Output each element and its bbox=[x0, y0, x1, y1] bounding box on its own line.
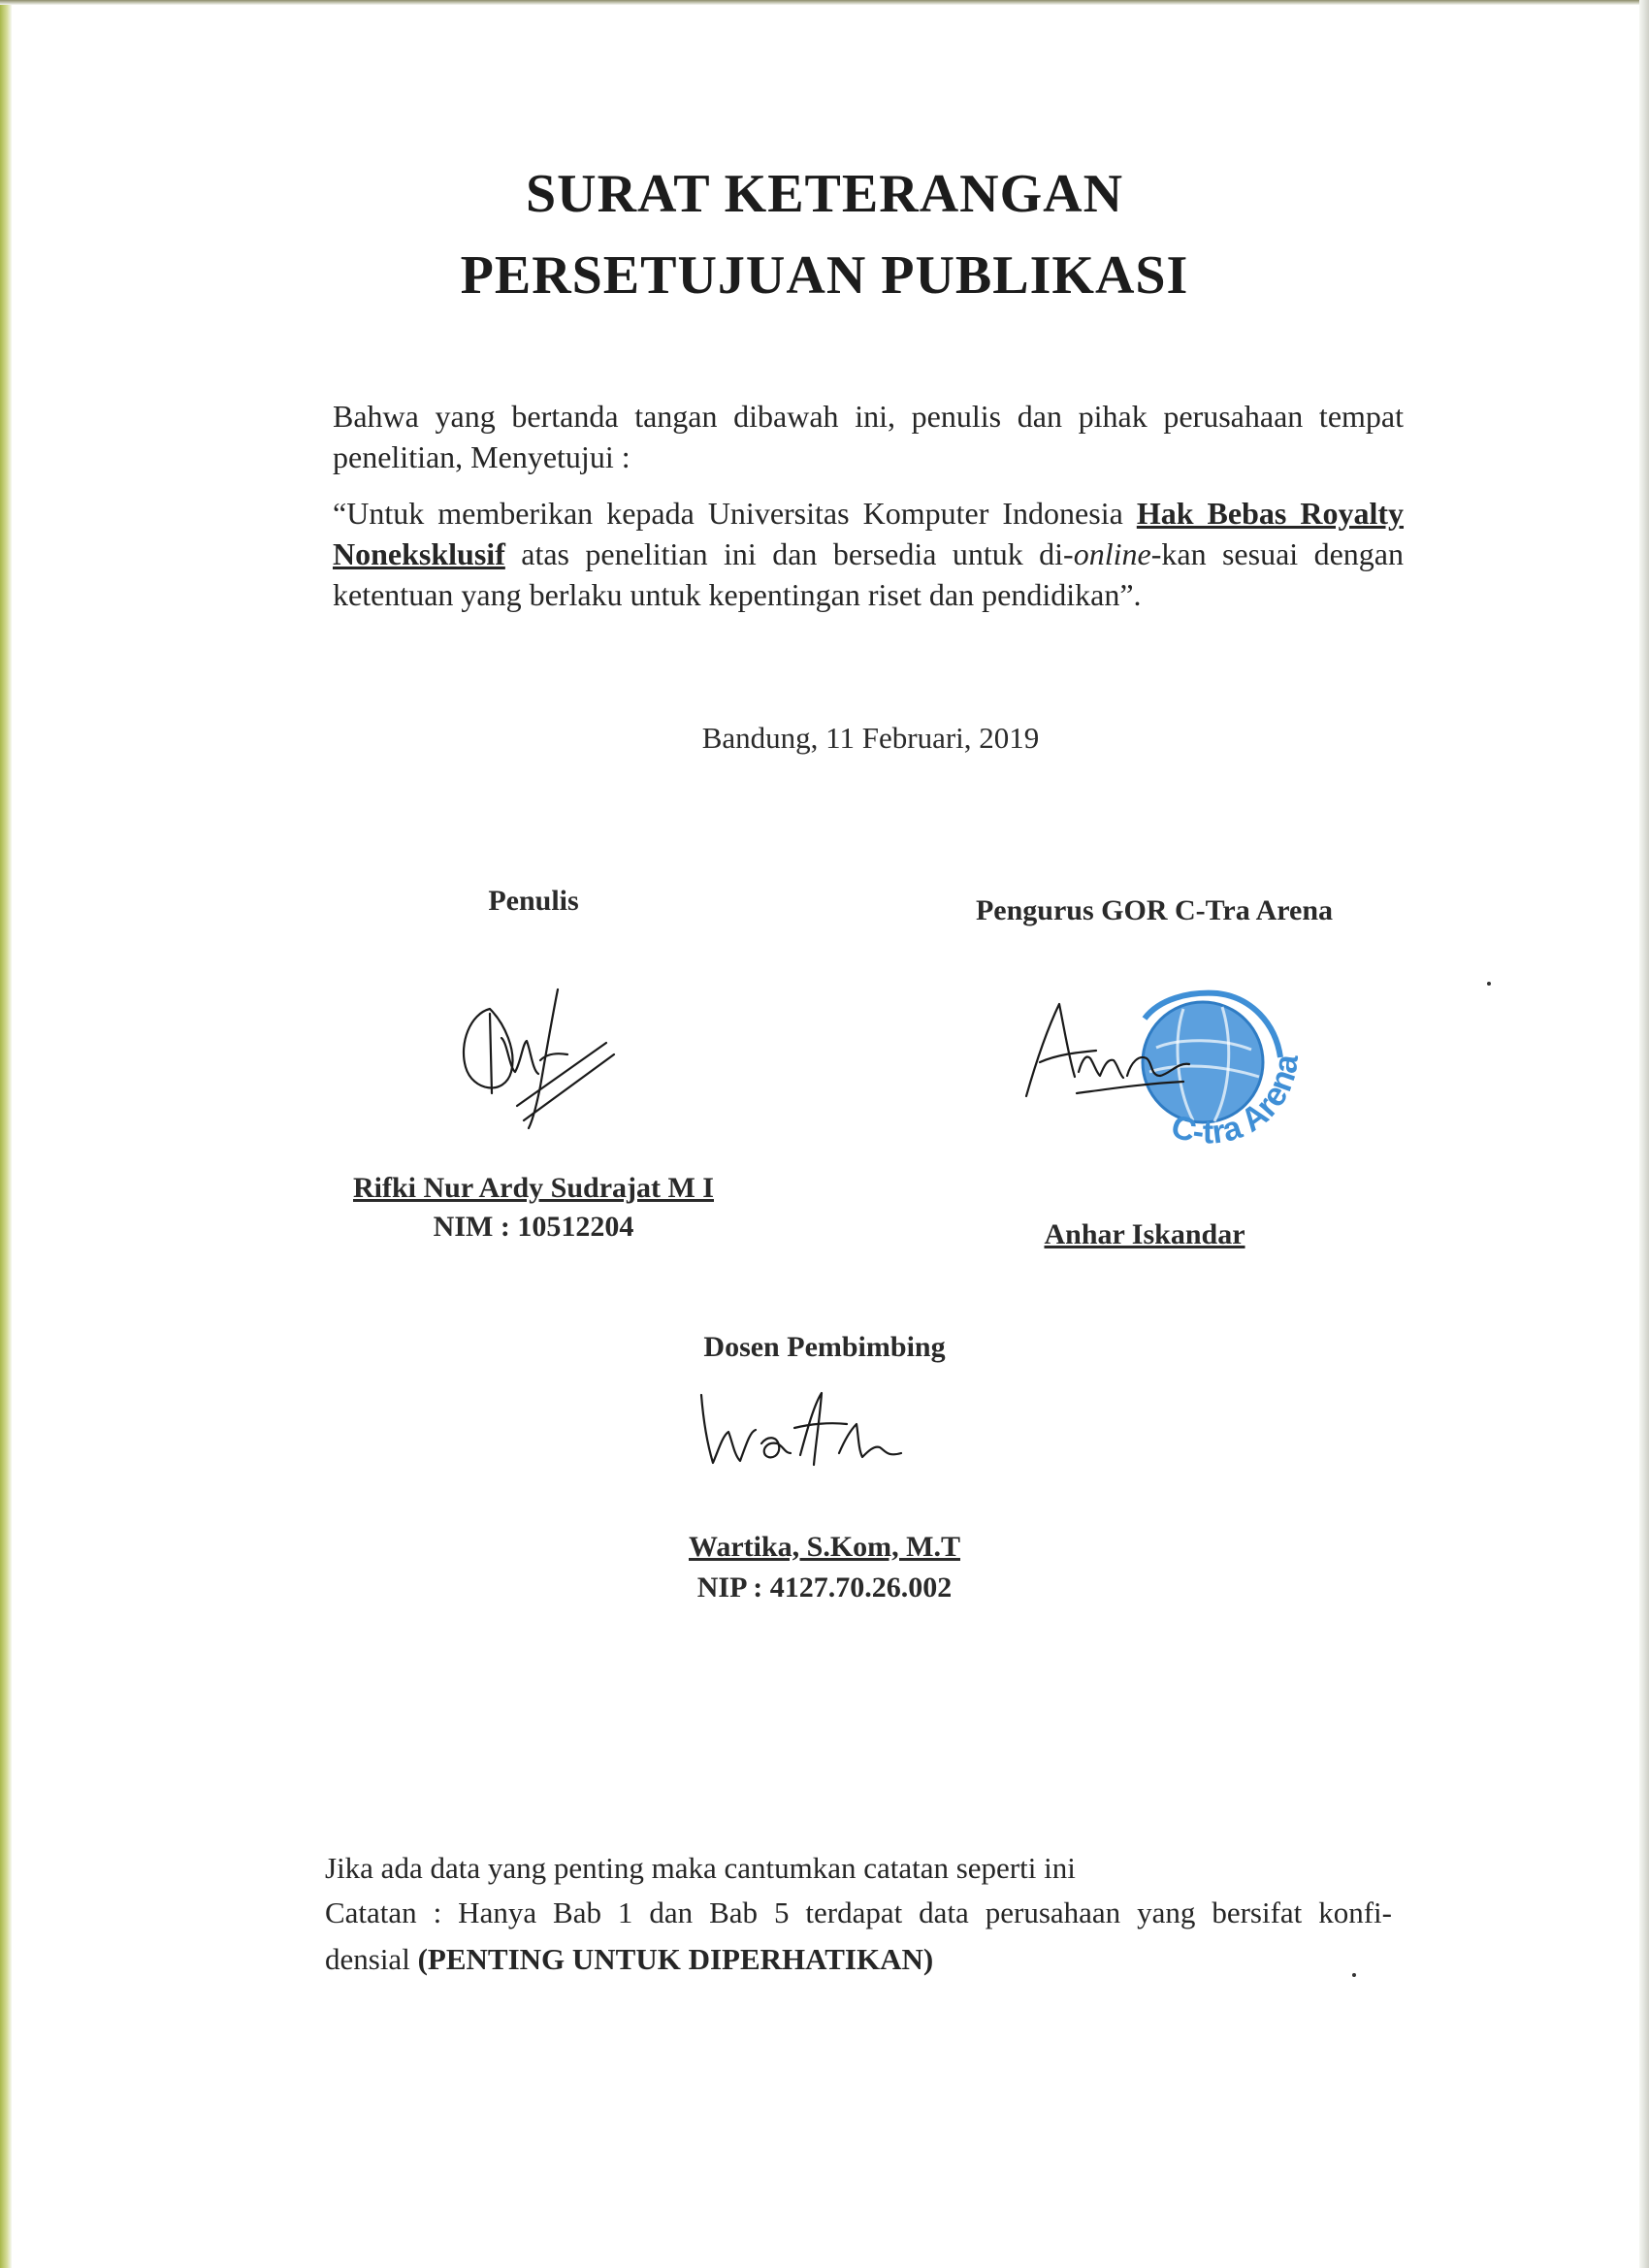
writer-name: Rifki Nur Ardy Sudrajat M I bbox=[353, 1172, 714, 1204]
statement-highlight-2: Noneksklusif bbox=[333, 536, 505, 571]
supervisor-nip: NIP : 4127.70.26.002 bbox=[696, 1571, 953, 1604]
note-line-2: Catatan : Hanya Bab 1 dan Bab 5 terdapat data perusahaan yang bersifat konfi- bbox=[325, 1895, 1392, 1929]
statement-open: “Untuk memberikan kepada Universitas Komputer Indonesia bbox=[333, 496, 1137, 531]
statement-highlight-1: Hak Bebas Royalty bbox=[1136, 496, 1405, 531]
statement-paragraph bbox=[333, 493, 1404, 615]
document-title-line-1: SURAT KETERANGAN bbox=[525, 164, 1124, 224]
statement-online: online bbox=[1073, 536, 1151, 571]
note-important: (PENTING UNTUK DIPERHATIKAN) bbox=[417, 1942, 934, 1976]
scan-speck bbox=[1352, 1973, 1356, 1977]
intro-line-2: penelitian, Menyetujui : bbox=[333, 439, 630, 474]
supervisor-signature bbox=[694, 1385, 917, 1473]
company-signature bbox=[1018, 994, 1251, 1111]
statement-after-online: -kan sesuai dengan bbox=[1150, 536, 1405, 571]
note-line-1: Jika ada data yang penting maka cantumkan catatan seperti ini bbox=[325, 1851, 1076, 1885]
scan-speck bbox=[1487, 982, 1491, 986]
writer-role: Penulis bbox=[488, 885, 579, 917]
supervisor-name: Wartika, S.Kom, M.T bbox=[688, 1531, 960, 1563]
company-role: Pengurus GOR C-Tra Arena bbox=[975, 894, 1334, 926]
scan-edge-right bbox=[1639, 0, 1649, 2268]
statement-mid: atas penelitian ini dan bersedia untuk di- bbox=[504, 536, 1074, 571]
stamp-text: C-tra Arena bbox=[1166, 1052, 1306, 1151]
supervisor-role: Dosen Pembimbing bbox=[703, 1331, 946, 1363]
scan-edge-left bbox=[0, 0, 12, 2268]
writer-nim: NIM : 10512204 bbox=[433, 1211, 634, 1243]
place-date: Bandung, 11 Februari, 2019 bbox=[701, 721, 1040, 755]
statement-line-1 bbox=[333, 493, 1404, 534]
intro-line-1: Bahwa yang bertanda tangan dibawah ini, penulis dan pihak perusahaan tempat bbox=[333, 399, 1404, 434]
note-line-3 bbox=[325, 1936, 1392, 1983]
note-line-3-text: densial bbox=[325, 1942, 418, 1976]
intro-paragraph bbox=[333, 396, 1404, 477]
writer-signature bbox=[451, 985, 621, 1140]
document-title-line-2: PERSETUJUAN PUBLIKASI bbox=[460, 245, 1189, 306]
statement-line-3: ketentuan yang berlaku untuk kepentingan riset dan pendidikan”. bbox=[333, 577, 1142, 612]
statement-line-2 bbox=[333, 534, 1404, 574]
company-representative-name: Anhar Iskandar bbox=[1044, 1218, 1245, 1250]
